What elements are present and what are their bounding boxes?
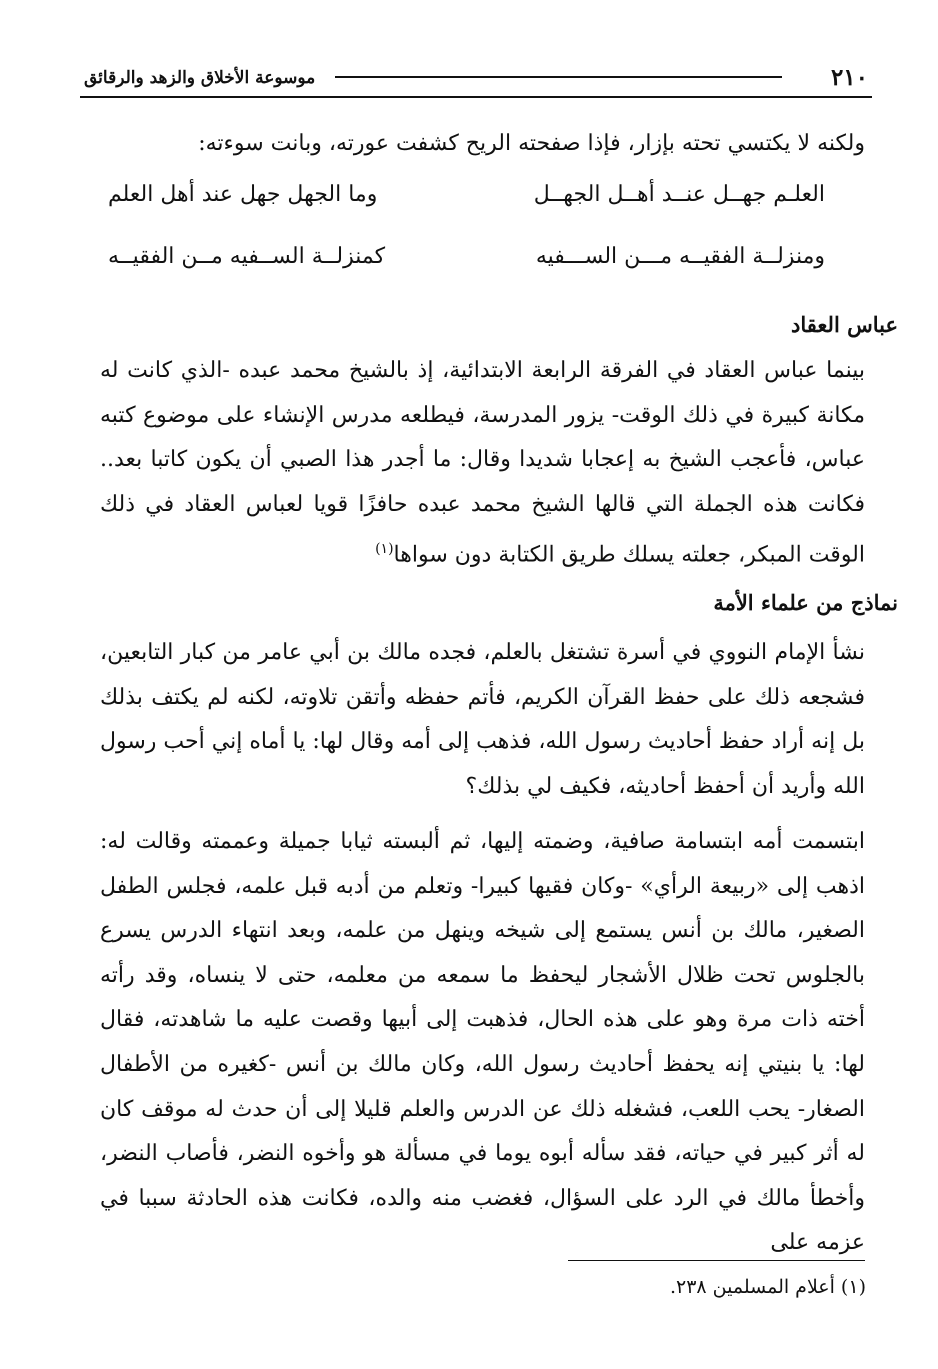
section-paragraph: [100, 349, 865, 578]
section-paragraph: ابتسمت أمه ابتسامة صافية، وضمته إليها، ثم ألبسته ثيابا جميلة وعممته وقالت له: اذهب إلى «ربيعة الرأي» -وكان فقيها كبيرا- وتعلم من أدبه قبل علمه، فجلس الطفل الصغير، مالك بن أنس يستمع إلى شيخه وينهل من علمه، وبعد انتهاء الدرس يسرع بالجلوس تحت ظلال الأشجار ليحفظ ما سمعه من معلمه، حتى لا ينساه، وقد رأته أخته ذات مرة وهو على هذه الحال، فذهبت إلى أبيها وقصت عليه ما شاهدته، فقال لها: يا بنيتي إنه يحفظ أحاديث رسول الله، وكان مالك بن أنس -كغيره من الأطفال الصغار- يحب اللعب، فشغله ذلك عن الدرس والعلم قليلا إلى أن حدث له موقف كان له أثر كبير في حياته، فقد سأله أبوه يوما في مسألة هو وأخوه النضر، فأصاب النضر، وأخطأ مالك في الرد على السؤال، فغضب منه والده، فكانت هذه الحادثة سببا في عزمه على: [100, 829, 866, 1256]
paragraph-text: بينما عباس العقاد في الفرقة الرابعة الابتدائية، إذ بالشيخ محمد عبده -الذي كانت له مكانة كبيرة في ذلك الوقت- يزور المدرسة، فيطلعه مدرس الإنشاء على موضوع كتبه عباس، فأعجب الشيخ به إعجابا شديدا وقال: ما أجدر هذا الصبي أن يكون كاتبا بعد.. فكانت هذه الجملة التي قالها الشيخ محمد عبده حافزًا قويا لعباس العقاد في ذلك الوقت المبكر، جعلته يسلك طريق الكتابة دون سواها: [100, 358, 865, 568]
verse-second-hemistich: وما الجهل جهل عند أهل العلم: [108, 182, 378, 207]
footnote-separator: [568, 1260, 865, 1261]
running-header: [80, 60, 872, 100]
verse-first-hemistich: ومنزلــة الفقيــه مـــن الســـفيه: [535, 244, 825, 269]
verse-line: [100, 178, 865, 224]
intro-line: ولكنه لا يكتسي تحته بإزار، فإذا صفحته الريح كشفت عورته، وبانت سوءته:: [198, 131, 865, 156]
header-underline: [80, 96, 872, 98]
verse-first-hemistich: العلـم جهــل عنــد أهــل الجهــل: [533, 182, 825, 207]
section-heading-scholars: نماذج من علماء الأمة: [713, 590, 898, 615]
section-paragraph: نشأ الإمام النووي في أسرة تشتغل بالعلم، فجده مالك بن أبي عامر من كبار التابعين، فشجعه ذلك على حفظ القرآن الكريم، فأتم حفظه وأتقن تلاوته، لكنه لم يكتف بذلك بل إنه أراد حفظ أحاديث رسول الله، فذهب إلى أمه وقال لها: يا أماه إني أحب رسول الله وأريد أن أحفظ أحاديثه، فكيف لي بذلك؟: [100, 640, 865, 799]
page-number: ٢١٠: [830, 64, 868, 91]
footnote: (١) أعلام المسلمين ٢٣٨.: [669, 1276, 866, 1298]
verse-second-hemistich: كمنزلــة الســفيه مــن الفقيــه: [108, 244, 386, 269]
section-heading-abbas-alaqqad: عباس العقاد: [791, 312, 898, 337]
book-title: موسوعة الأخلاق والزهد والرقائق: [84, 68, 316, 88]
verse-line: [100, 240, 865, 286]
header-rule: [335, 76, 782, 78]
footnote-reference: (١): [375, 541, 394, 558]
